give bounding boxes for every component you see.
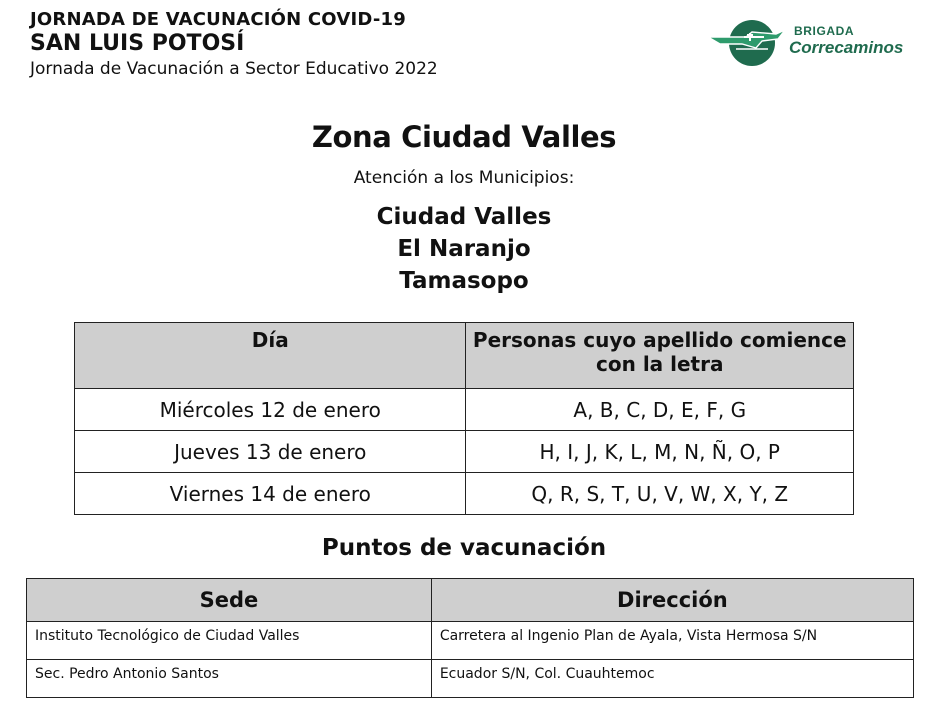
document-header [30, 9, 438, 81]
header-direccion: Dirección [431, 579, 913, 622]
logo-brigada-text: BRIGADA [794, 24, 855, 38]
direccion-cell: Carretera al Ingenio Plan de Ayala, Vista Hermosa S/N [431, 622, 913, 660]
table-row [75, 389, 854, 431]
day-cell: Viernes 14 de enero [75, 473, 466, 515]
sede-cell: Sec. Pedro Antonio Santos [27, 660, 432, 698]
roadrunner-logo-icon [706, 18, 790, 68]
letters-cell: H, I, J, K, L, M, N, Ñ, O, P [466, 431, 854, 473]
table-row [75, 431, 854, 473]
municipio-item: Ciudad Valles [376, 204, 552, 230]
table-row [75, 473, 854, 515]
day-cell: Jueves 13 de enero [75, 431, 466, 473]
table-header-row [75, 323, 854, 389]
direccion-cell: Ecuador S/N, Col. Cuauhtemoc [431, 660, 913, 698]
campaign-title: JORNADA DE VACUNACIÓN COVID-19 [30, 9, 406, 30]
header-apellido: Personas cuyo apellido comience con la letra [466, 323, 854, 389]
table-row [27, 622, 914, 660]
table-row [27, 660, 914, 698]
campaign-subtitle: Jornada de Vacunación a Sector Educativo 2022 [30, 59, 438, 79]
municipios-list [0, 201, 928, 297]
letters-cell: A, B, C, D, E, F, G [466, 389, 854, 431]
brigada-correcaminos-logo [706, 18, 921, 68]
header-dia: Día [75, 323, 466, 389]
table-header-row [27, 579, 914, 622]
vaccination-points-title: Puntos de vacunación [321, 535, 607, 561]
sede-cell: Instituto Tecnológico de Ciudad Valles [27, 622, 432, 660]
day-cell: Miércoles 12 de enero [75, 389, 466, 431]
zone-title: Zona Ciudad Valles [311, 120, 617, 154]
vaccination-points-table [26, 578, 914, 698]
logo-correcaminos-text: Correcaminos [789, 38, 904, 57]
zone-subtitle: Atención a los Municipios: [353, 168, 575, 188]
municipio-item: Tamasopo [399, 268, 529, 294]
state-name: SAN LUIS POTOSÍ [30, 31, 245, 56]
letters-cell: Q, R, S, T, U, V, W, X, Y, Z [466, 473, 854, 515]
municipio-item: El Naranjo [397, 236, 531, 262]
header-sede: Sede [27, 579, 432, 622]
schedule-table [74, 322, 854, 515]
